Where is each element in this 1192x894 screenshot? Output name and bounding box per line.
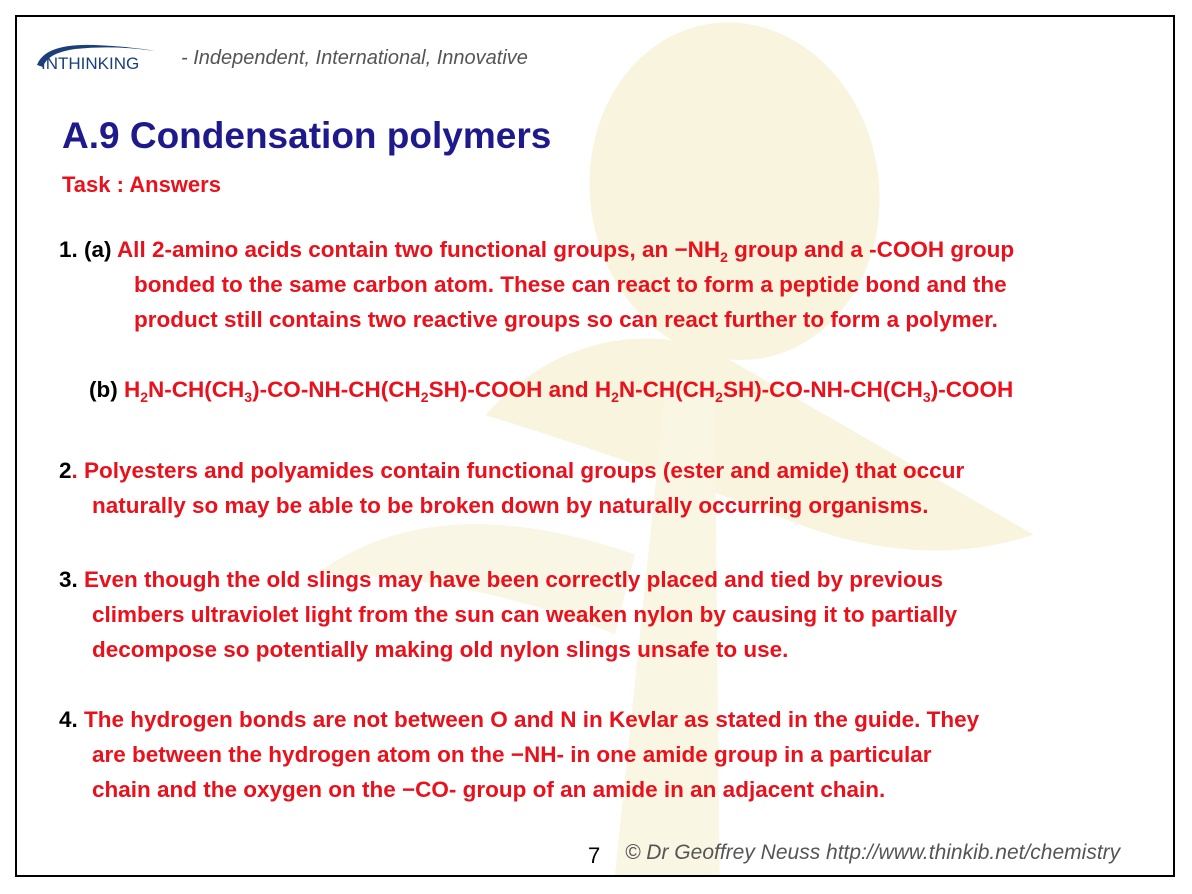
answer-number: (b): [89, 377, 118, 402]
footer-credit: © Dr Geoffrey Neuss http://www.thinkib.net/chemistry: [625, 841, 1121, 864]
page-title: A.9 Condensation polymers: [62, 115, 552, 156]
formula: $H_2N-CH(CH_3)-CO-NH-CH(CH_2SH)$-COOH and $H_2N-CH(CH_2SH)-CO-NH-CH(CH_3)$-COOH: [124, 377, 1014, 405]
page-subtitle: Task : Answers: [62, 172, 221, 197]
inthinking-logo: [35, 39, 185, 75]
answer-2: 2. Polyesters and polyamides contain functional groups (ester and amide) that occur naturally so may be able to be broken down by naturally occurring organisms.: [59, 458, 965, 518]
tagline: - Independent, International, Innovative: [181, 47, 528, 69]
answer-number: 4.: [59, 707, 78, 732]
answer-number: 2: [59, 458, 72, 483]
slide: [15, 15, 1175, 877]
answer-number: 3.: [59, 567, 78, 592]
answer-1b: [89, 372, 1013, 407]
logo-swoosh-icon: [35, 39, 185, 75]
logo-text: INTHINKING: [41, 54, 140, 73]
answer-1a: 1. (a) All 2-amino acids contain two functional groups, an $-NH_2$ group and a -COOH group bonded to the same carbon atom. These can react to form a peptide bond and the product still contains two reactive groups so can react further to form a polymer.: [59, 237, 1015, 332]
page-number: 7: [588, 843, 601, 868]
answer-4: 4. The hydrogen bonds are not between O and N in Kevlar as stated in the guide. They are between the hydrogen atom on the −NH- in one amide group in a particular chain and the oxygen on the −CO- group of an amide in an adjacent chain.: [59, 707, 980, 802]
answer-3: 3. Even though the old slings may have been correctly placed and tied by previous climbers ultraviolet light from the sun can weaken nylon by causing it to partially decompose so potentially making old nylon slings unsafe to use.: [59, 567, 958, 662]
answer-number: 1. (a): [59, 237, 112, 262]
